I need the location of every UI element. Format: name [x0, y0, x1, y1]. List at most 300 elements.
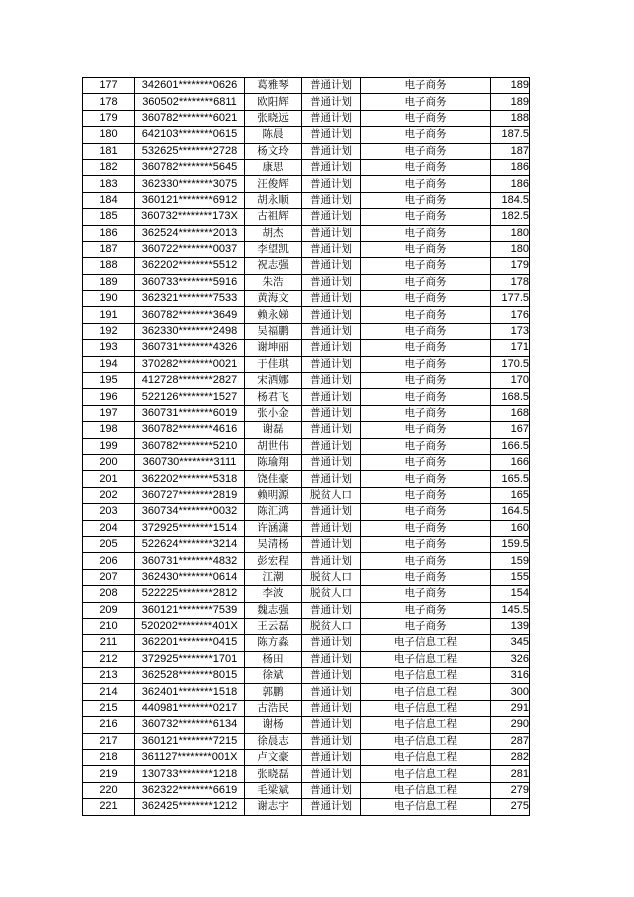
- row-number-cell: 185: [83, 209, 135, 225]
- row-number-cell: 190: [83, 291, 135, 307]
- plan-type-cell: 普通计划: [302, 241, 361, 257]
- id-number-cell: 360733********5916: [135, 274, 245, 290]
- row-number-cell: 207: [83, 569, 135, 585]
- id-number-cell: 360731********6019: [135, 405, 245, 421]
- student-name-cell: 王云磊: [245, 618, 302, 634]
- plan-type-cell: 普通计划: [302, 454, 361, 470]
- table-row: [83, 766, 530, 782]
- student-name-cell: 陈汇鸿: [245, 504, 302, 520]
- student-name-cell: 古祖辉: [245, 209, 302, 225]
- id-number-cell: 440981********0217: [135, 700, 245, 716]
- score-cell: 165: [491, 487, 530, 503]
- row-number-cell: 214: [83, 684, 135, 700]
- table-row: [83, 340, 530, 356]
- student-name-cell: 赖永娣: [245, 307, 302, 323]
- table-row: [83, 307, 530, 323]
- student-name-cell: 魏志强: [245, 602, 302, 618]
- major-cell: 电子商务: [361, 110, 491, 126]
- id-number-cell: 342601********0626: [135, 78, 245, 94]
- row-number-cell: 201: [83, 471, 135, 487]
- major-cell: 电子商务: [361, 602, 491, 618]
- table-row: [83, 323, 530, 339]
- id-number-cell: 360782********6021: [135, 110, 245, 126]
- major-cell: 电子信息工程: [361, 799, 491, 815]
- id-number-cell: 360121********7215: [135, 733, 245, 749]
- table-row: [83, 471, 530, 487]
- student-name-cell: 吴清杨: [245, 536, 302, 552]
- student-name-cell: 徐斌: [245, 668, 302, 684]
- row-number-cell: 220: [83, 782, 135, 798]
- plan-type-cell: 普通计划: [302, 110, 361, 126]
- student-name-cell: 欧阳辉: [245, 94, 302, 110]
- row-number-cell: 219: [83, 766, 135, 782]
- plan-type-cell: 普通计划: [302, 438, 361, 454]
- major-cell: 电子商务: [361, 618, 491, 634]
- table-row: [83, 241, 530, 257]
- plan-type-cell: 普通计划: [302, 405, 361, 421]
- plan-type-cell: 普通计划: [302, 373, 361, 389]
- id-number-cell: 360732********6134: [135, 717, 245, 733]
- row-number-cell: 191: [83, 307, 135, 323]
- id-number-cell: 360782********3649: [135, 307, 245, 323]
- score-cell: 171: [491, 340, 530, 356]
- id-number-cell: 360727********2819: [135, 487, 245, 503]
- row-number-cell: 218: [83, 750, 135, 766]
- id-number-cell: 532625********2728: [135, 143, 245, 159]
- score-cell: 180: [491, 241, 530, 257]
- major-cell: 电子商务: [361, 274, 491, 290]
- id-number-cell: 360731********4832: [135, 553, 245, 569]
- row-number-cell: 200: [83, 454, 135, 470]
- student-name-cell: 毛梁斌: [245, 782, 302, 798]
- row-number-cell: 193: [83, 340, 135, 356]
- student-name-cell: 饶佳豪: [245, 471, 302, 487]
- row-number-cell: 189: [83, 274, 135, 290]
- table-row: [83, 225, 530, 241]
- row-number-cell: 181: [83, 143, 135, 159]
- major-cell: 电子商务: [361, 176, 491, 192]
- student-name-cell: 李望凯: [245, 241, 302, 257]
- major-cell: 电子商务: [361, 209, 491, 225]
- row-number-cell: 180: [83, 127, 135, 143]
- student-name-cell: 汪俊辉: [245, 176, 302, 192]
- table-row: [83, 258, 530, 274]
- table-row: [83, 438, 530, 454]
- student-name-cell: 葛雅琴: [245, 78, 302, 94]
- student-name-cell: 陈瑜翔: [245, 454, 302, 470]
- score-cell: 178: [491, 274, 530, 290]
- major-cell: 电子商务: [361, 405, 491, 421]
- student-name-cell: 郭鹏: [245, 684, 302, 700]
- score-cell: 189: [491, 78, 530, 94]
- score-cell: 182.5: [491, 209, 530, 225]
- plan-type-cell: 普通计划: [302, 340, 361, 356]
- plan-type-cell: 普通计划: [302, 356, 361, 372]
- student-name-cell: 朱浩: [245, 274, 302, 290]
- score-cell: 139: [491, 618, 530, 634]
- plan-type-cell: 普通计划: [302, 733, 361, 749]
- plan-type-cell: 普通计划: [302, 323, 361, 339]
- score-cell: 160: [491, 520, 530, 536]
- table-row: [83, 782, 530, 798]
- major-cell: 电子信息工程: [361, 782, 491, 798]
- row-number-cell: 215: [83, 700, 135, 716]
- score-cell: 189: [491, 94, 530, 110]
- major-cell: 电子商务: [361, 127, 491, 143]
- student-name-cell: 陈晨: [245, 127, 302, 143]
- plan-type-cell: 普通计划: [302, 422, 361, 438]
- id-number-cell: 362401********1518: [135, 684, 245, 700]
- score-cell: 155: [491, 569, 530, 585]
- student-name-cell: 古浩民: [245, 700, 302, 716]
- table-row: [83, 176, 530, 192]
- id-number-cell: 362322********6619: [135, 782, 245, 798]
- major-cell: 电子商务: [361, 225, 491, 241]
- major-cell: 电子商务: [361, 438, 491, 454]
- plan-type-cell: 普通计划: [302, 504, 361, 520]
- score-cell: 187: [491, 143, 530, 159]
- admission-table: [82, 77, 530, 816]
- student-name-cell: 谢杨: [245, 717, 302, 733]
- major-cell: 电子商务: [361, 356, 491, 372]
- row-number-cell: 211: [83, 635, 135, 651]
- plan-type-cell: 普通计划: [302, 782, 361, 798]
- plan-type-cell: 普通计划: [302, 471, 361, 487]
- score-cell: 166.5: [491, 438, 530, 454]
- major-cell: 电子信息工程: [361, 668, 491, 684]
- table-row: [83, 454, 530, 470]
- table-row: [83, 602, 530, 618]
- id-number-cell: 360731********4326: [135, 340, 245, 356]
- score-cell: 165.5: [491, 471, 530, 487]
- table-row: [83, 618, 530, 634]
- table-row: [83, 127, 530, 143]
- student-name-cell: 张小金: [245, 405, 302, 421]
- student-name-cell: 胡永顺: [245, 192, 302, 208]
- score-cell: 145.5: [491, 602, 530, 618]
- table-row: [83, 94, 530, 110]
- score-cell: 177.5: [491, 291, 530, 307]
- score-cell: 154: [491, 586, 530, 602]
- plan-type-cell: 普通计划: [302, 274, 361, 290]
- id-number-cell: 520202********401X: [135, 618, 245, 634]
- plan-type-cell: 脱贫人口: [302, 586, 361, 602]
- row-number-cell: 206: [83, 553, 135, 569]
- major-cell: 电子商务: [361, 520, 491, 536]
- score-cell: 281: [491, 766, 530, 782]
- score-cell: 290: [491, 717, 530, 733]
- major-cell: 电子商务: [361, 307, 491, 323]
- plan-type-cell: 普通计划: [302, 717, 361, 733]
- major-cell: 电子信息工程: [361, 717, 491, 733]
- score-cell: 186: [491, 159, 530, 175]
- table-row: [83, 422, 530, 438]
- row-number-cell: 183: [83, 176, 135, 192]
- table-row: [83, 389, 530, 405]
- student-name-cell: 陈方淼: [245, 635, 302, 651]
- id-number-cell: 360782********4616: [135, 422, 245, 438]
- major-cell: 电子商务: [361, 471, 491, 487]
- score-cell: 179: [491, 258, 530, 274]
- row-number-cell: 217: [83, 733, 135, 749]
- row-number-cell: 209: [83, 602, 135, 618]
- row-number-cell: 213: [83, 668, 135, 684]
- major-cell: 电子商务: [361, 340, 491, 356]
- id-number-cell: 362524********2013: [135, 225, 245, 241]
- row-number-cell: 210: [83, 618, 135, 634]
- id-number-cell: 360722********0037: [135, 241, 245, 257]
- student-name-cell: 宋洒娜: [245, 373, 302, 389]
- id-number-cell: 360734********0032: [135, 504, 245, 520]
- plan-type-cell: 普通计划: [302, 94, 361, 110]
- id-number-cell: 360732********173X: [135, 209, 245, 225]
- table-row: [83, 405, 530, 421]
- id-number-cell: 360782********5210: [135, 438, 245, 454]
- table-row: [83, 192, 530, 208]
- score-cell: 287: [491, 733, 530, 749]
- plan-type-cell: 脱贫人口: [302, 487, 361, 503]
- major-cell: 电子商务: [361, 291, 491, 307]
- major-cell: 电子商务: [361, 159, 491, 175]
- major-cell: 电子商务: [361, 323, 491, 339]
- table-row: [83, 209, 530, 225]
- major-cell: 电子商务: [361, 553, 491, 569]
- student-name-cell: 康思: [245, 159, 302, 175]
- plan-type-cell: 普通计划: [302, 209, 361, 225]
- row-number-cell: 203: [83, 504, 135, 520]
- row-number-cell: 198: [83, 422, 135, 438]
- score-cell: 168: [491, 405, 530, 421]
- plan-type-cell: 普通计划: [302, 78, 361, 94]
- student-name-cell: 于佳琪: [245, 356, 302, 372]
- score-cell: 279: [491, 782, 530, 798]
- table-row: [83, 78, 530, 94]
- id-number-cell: 362201********0415: [135, 635, 245, 651]
- plan-type-cell: 普通计划: [302, 536, 361, 552]
- row-number-cell: 208: [83, 586, 135, 602]
- table-row: [83, 684, 530, 700]
- plan-type-cell: 普通计划: [302, 159, 361, 175]
- id-number-cell: 362430********0614: [135, 569, 245, 585]
- row-number-cell: 192: [83, 323, 135, 339]
- student-name-cell: 张晓磊: [245, 766, 302, 782]
- id-number-cell: 360502********6811: [135, 94, 245, 110]
- major-cell: 电子信息工程: [361, 766, 491, 782]
- id-number-cell: 360121********7539: [135, 602, 245, 618]
- plan-type-cell: 普通计划: [302, 307, 361, 323]
- row-number-cell: 186: [83, 225, 135, 241]
- row-number-cell: 177: [83, 78, 135, 94]
- id-number-cell: 362425********1212: [135, 799, 245, 815]
- major-cell: 电子信息工程: [361, 684, 491, 700]
- score-cell: 168.5: [491, 389, 530, 405]
- id-number-cell: 362202********5318: [135, 471, 245, 487]
- plan-type-cell: 普通计划: [302, 176, 361, 192]
- major-cell: 电子信息工程: [361, 651, 491, 667]
- row-number-cell: 196: [83, 389, 135, 405]
- row-number-cell: 216: [83, 717, 135, 733]
- plan-type-cell: 普通计划: [302, 258, 361, 274]
- student-name-cell: 祝志强: [245, 258, 302, 274]
- major-cell: 电子商务: [361, 192, 491, 208]
- table-row: [83, 799, 530, 815]
- id-number-cell: 372925********1701: [135, 651, 245, 667]
- plan-type-cell: 普通计划: [302, 553, 361, 569]
- row-number-cell: 197: [83, 405, 135, 421]
- row-number-cell: 178: [83, 94, 135, 110]
- table-row: [83, 291, 530, 307]
- plan-type-cell: 普通计划: [302, 520, 361, 536]
- major-cell: 电子信息工程: [361, 635, 491, 651]
- score-cell: 326: [491, 651, 530, 667]
- major-cell: 电子商务: [361, 241, 491, 257]
- plan-type-cell: 普通计划: [302, 700, 361, 716]
- student-name-cell: 吴福鹏: [245, 323, 302, 339]
- plan-type-cell: 普通计划: [302, 192, 361, 208]
- student-name-cell: 卢文豪: [245, 750, 302, 766]
- table-row: [83, 700, 530, 716]
- table-row: [83, 635, 530, 651]
- row-number-cell: 204: [83, 520, 135, 536]
- plan-type-cell: 普通计划: [302, 668, 361, 684]
- student-name-cell: 杨文玲: [245, 143, 302, 159]
- plan-type-cell: 普通计划: [302, 651, 361, 667]
- student-name-cell: 徐晨志: [245, 733, 302, 749]
- table-row: [83, 717, 530, 733]
- major-cell: 电子商务: [361, 143, 491, 159]
- score-cell: 186: [491, 176, 530, 192]
- id-number-cell: 362330********3075: [135, 176, 245, 192]
- major-cell: 电子信息工程: [361, 750, 491, 766]
- table-row: [83, 750, 530, 766]
- score-cell: 170.5: [491, 356, 530, 372]
- student-name-cell: 许涵潇: [245, 520, 302, 536]
- id-number-cell: 361127********001X: [135, 750, 245, 766]
- student-name-cell: 彭宏程: [245, 553, 302, 569]
- id-number-cell: 362330********2498: [135, 323, 245, 339]
- major-cell: 电子信息工程: [361, 733, 491, 749]
- score-cell: 173: [491, 323, 530, 339]
- score-cell: 184.5: [491, 192, 530, 208]
- table-row: [83, 274, 530, 290]
- major-cell: 电子信息工程: [361, 700, 491, 716]
- student-name-cell: 谢志宇: [245, 799, 302, 815]
- score-cell: 188: [491, 110, 530, 126]
- student-name-cell: 赖明源: [245, 487, 302, 503]
- row-number-cell: 221: [83, 799, 135, 815]
- table-row: [83, 487, 530, 503]
- score-cell: 316: [491, 668, 530, 684]
- major-cell: 电子商务: [361, 373, 491, 389]
- score-cell: 345: [491, 635, 530, 651]
- student-name-cell: 胡杰: [245, 225, 302, 241]
- plan-type-cell: 普通计划: [302, 799, 361, 815]
- row-number-cell: 184: [83, 192, 135, 208]
- table-row: [83, 668, 530, 684]
- score-cell: 159: [491, 553, 530, 569]
- plan-type-cell: 普通计划: [302, 635, 361, 651]
- major-cell: 电子商务: [361, 586, 491, 602]
- row-number-cell: 199: [83, 438, 135, 454]
- table-row: [83, 143, 530, 159]
- id-number-cell: 522225********2812: [135, 586, 245, 602]
- plan-type-cell: 普通计划: [302, 684, 361, 700]
- major-cell: 电子商务: [361, 94, 491, 110]
- score-cell: 166: [491, 454, 530, 470]
- major-cell: 电子商务: [361, 536, 491, 552]
- row-number-cell: 205: [83, 536, 135, 552]
- plan-type-cell: 普通计划: [302, 389, 361, 405]
- table-row: [83, 110, 530, 126]
- id-number-cell: 522624********3214: [135, 536, 245, 552]
- row-number-cell: 182: [83, 159, 135, 175]
- major-cell: 电子商务: [361, 487, 491, 503]
- plan-type-cell: 脱贫人口: [302, 618, 361, 634]
- score-cell: 159.5: [491, 536, 530, 552]
- id-number-cell: 412728********2827: [135, 373, 245, 389]
- student-name-cell: 江潮: [245, 569, 302, 585]
- score-cell: 176: [491, 307, 530, 323]
- plan-type-cell: 普通计划: [302, 602, 361, 618]
- score-cell: 187.5: [491, 127, 530, 143]
- student-name-cell: 胡世伟: [245, 438, 302, 454]
- major-cell: 电子商务: [361, 258, 491, 274]
- student-name-cell: 杨君飞: [245, 389, 302, 405]
- table-row: [83, 536, 530, 552]
- score-cell: 170: [491, 373, 530, 389]
- admission-table-body: [83, 78, 530, 816]
- table-row: [83, 569, 530, 585]
- id-number-cell: 370282********0021: [135, 356, 245, 372]
- table-row: [83, 733, 530, 749]
- row-number-cell: 187: [83, 241, 135, 257]
- plan-type-cell: 脱贫人口: [302, 569, 361, 585]
- score-cell: 164.5: [491, 504, 530, 520]
- table-row: [83, 520, 530, 536]
- major-cell: 电子商务: [361, 454, 491, 470]
- id-number-cell: 362528********8015: [135, 668, 245, 684]
- table-row: [83, 159, 530, 175]
- table-row: [83, 504, 530, 520]
- score-cell: 300: [491, 684, 530, 700]
- row-number-cell: 188: [83, 258, 135, 274]
- row-number-cell: 195: [83, 373, 135, 389]
- student-name-cell: 谢坤丽: [245, 340, 302, 356]
- score-cell: 282: [491, 750, 530, 766]
- major-cell: 电子商务: [361, 504, 491, 520]
- major-cell: 电子商务: [361, 569, 491, 585]
- id-number-cell: 372925********1514: [135, 520, 245, 536]
- major-cell: 电子商务: [361, 78, 491, 94]
- score-cell: 291: [491, 700, 530, 716]
- table-row: [83, 373, 530, 389]
- row-number-cell: 212: [83, 651, 135, 667]
- score-cell: 275: [491, 799, 530, 815]
- score-cell: 167: [491, 422, 530, 438]
- major-cell: 电子商务: [361, 389, 491, 405]
- id-number-cell: 360730********3111: [135, 454, 245, 470]
- id-number-cell: 360121********6912: [135, 192, 245, 208]
- table-row: [83, 553, 530, 569]
- score-cell: 180: [491, 225, 530, 241]
- plan-type-cell: 普通计划: [302, 291, 361, 307]
- student-name-cell: 张晓远: [245, 110, 302, 126]
- table-row: [83, 356, 530, 372]
- row-number-cell: 202: [83, 487, 135, 503]
- row-number-cell: 179: [83, 110, 135, 126]
- id-number-cell: 362321********7533: [135, 291, 245, 307]
- table-row: [83, 586, 530, 602]
